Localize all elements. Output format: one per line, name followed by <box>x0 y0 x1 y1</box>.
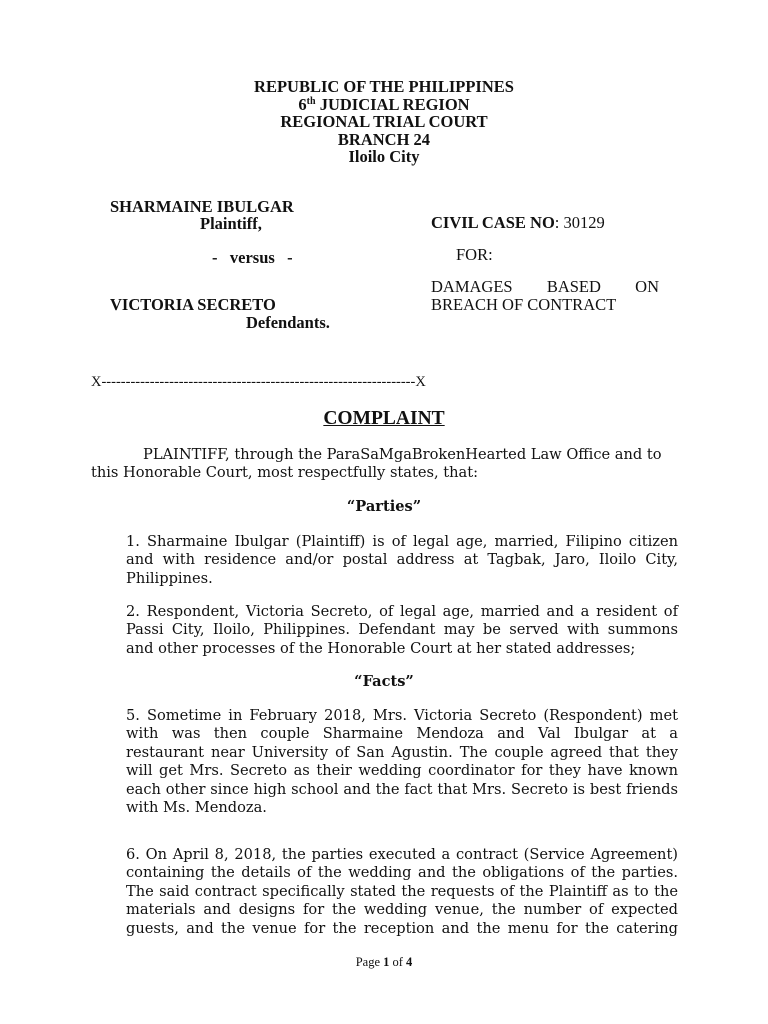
paragraph-line: with Ms. Mendoza. <box>126 799 267 817</box>
paragraph-line: and with residence and/or postal address at Tagbak, Jaro, Iloilo City, <box>126 551 678 569</box>
case-nature-line1 <box>431 278 659 296</box>
section-heading-parties: “Parties” <box>346 498 422 515</box>
paragraph-6 <box>126 846 678 938</box>
case-nature-word: ON <box>635 277 659 296</box>
case-number-label: CIVIL CASE NO <box>431 213 555 232</box>
plaintiff-name: SHARMAINE IBULGAR <box>110 197 294 216</box>
paragraph-line: 1. Sharmaine Ibulgar (Plaintiff) is of legal age, married, Filipino citizen <box>126 533 678 550</box>
page-number: 1 <box>383 955 390 969</box>
caption-separator: X-----------------------------------------------------------------X <box>91 374 426 390</box>
paragraph-line: 5. Sometime in February 2018, Mrs. Victoria Secreto (Respondent) met <box>126 707 678 724</box>
of-word: of <box>392 955 403 969</box>
for-label: FOR: <box>456 245 493 264</box>
header-region-suffix: th <box>306 96 316 107</box>
paragraph-line: materials and designs for the wedding venue, the number of expected <box>126 901 678 919</box>
header-city: Iloilo City <box>348 147 420 166</box>
paragraph-line: guests, and the venue for the reception and the menu for the catering <box>126 919 678 937</box>
paragraph-line: Philippines. <box>126 569 213 587</box>
case-nature-word: DAMAGES <box>431 277 513 296</box>
page-word: Page <box>355 955 380 969</box>
paragraph-line: The said contract specifically stated the requests of the Plaintiff as to the <box>126 882 678 900</box>
plaintiff-role: Plaintiff, <box>200 214 262 233</box>
paragraph-line: each other since high school and the fact that Mrs. Secreto is best friends <box>126 780 678 798</box>
versus-label: - versus - <box>212 248 293 267</box>
defendant-name: VICTORIA SECRETO <box>110 295 276 314</box>
paragraph-line: Passi City, Iloilo, Philippines. Defendant may be served with summons <box>126 621 678 639</box>
case-number-value: : 30129 <box>554 213 605 232</box>
header-region-number: 6 <box>298 95 307 114</box>
paragraph-line: and other processes of the Honorable Court at her stated addresses; <box>126 639 636 657</box>
intro-line-2: this Honorable Court, most respectfully states, that: <box>91 464 479 481</box>
header-republic: REPUBLIC OF THE PHILIPPINES <box>254 77 514 96</box>
paragraph-line: 6. On April 8, 2018, the parties executed a contract (Service Agreement) <box>126 846 678 863</box>
section-heading-facts: “Facts” <box>354 673 414 690</box>
page-total: 4 <box>406 955 413 969</box>
paragraph-5 <box>126 707 678 817</box>
page-footer <box>0 955 768 970</box>
case-nature-word: BASED <box>546 277 601 296</box>
intro-line-1: PLAINTIFF, through the ParaSaMgaBrokenHearted Law Office and to <box>143 446 662 463</box>
paragraph-line: containing the details of the wedding and the obligations of the parties. <box>126 864 678 882</box>
paragraph-line: restaurant near University of San Agustin. The couple agreed that they <box>126 743 678 761</box>
paragraph-line: 2. Respondent, Victoria Secreto, of legal age, married and a resident of <box>126 603 678 620</box>
paragraph-line: will get Mrs. Secreto as their wedding coordinator for they have known <box>126 762 678 780</box>
paragraph-2 <box>126 603 678 658</box>
header-region <box>0 96 768 114</box>
header-branch: BRANCH 24 <box>337 130 431 149</box>
header-court: REGIONAL TRIAL COURT <box>280 112 488 131</box>
case-number-line <box>431 214 605 232</box>
paragraph-1 <box>126 533 678 588</box>
header-region-text: JUDICIAL REGION <box>315 95 470 114</box>
paragraph-line: with was then couple Sharmaine Mendoza and Val Ibulgar at a <box>126 725 678 743</box>
document-title: COMPLAINT <box>323 408 445 429</box>
case-nature-line2: BREACH OF CONTRACT <box>431 295 617 314</box>
defendant-role: Defendants. <box>246 313 330 332</box>
